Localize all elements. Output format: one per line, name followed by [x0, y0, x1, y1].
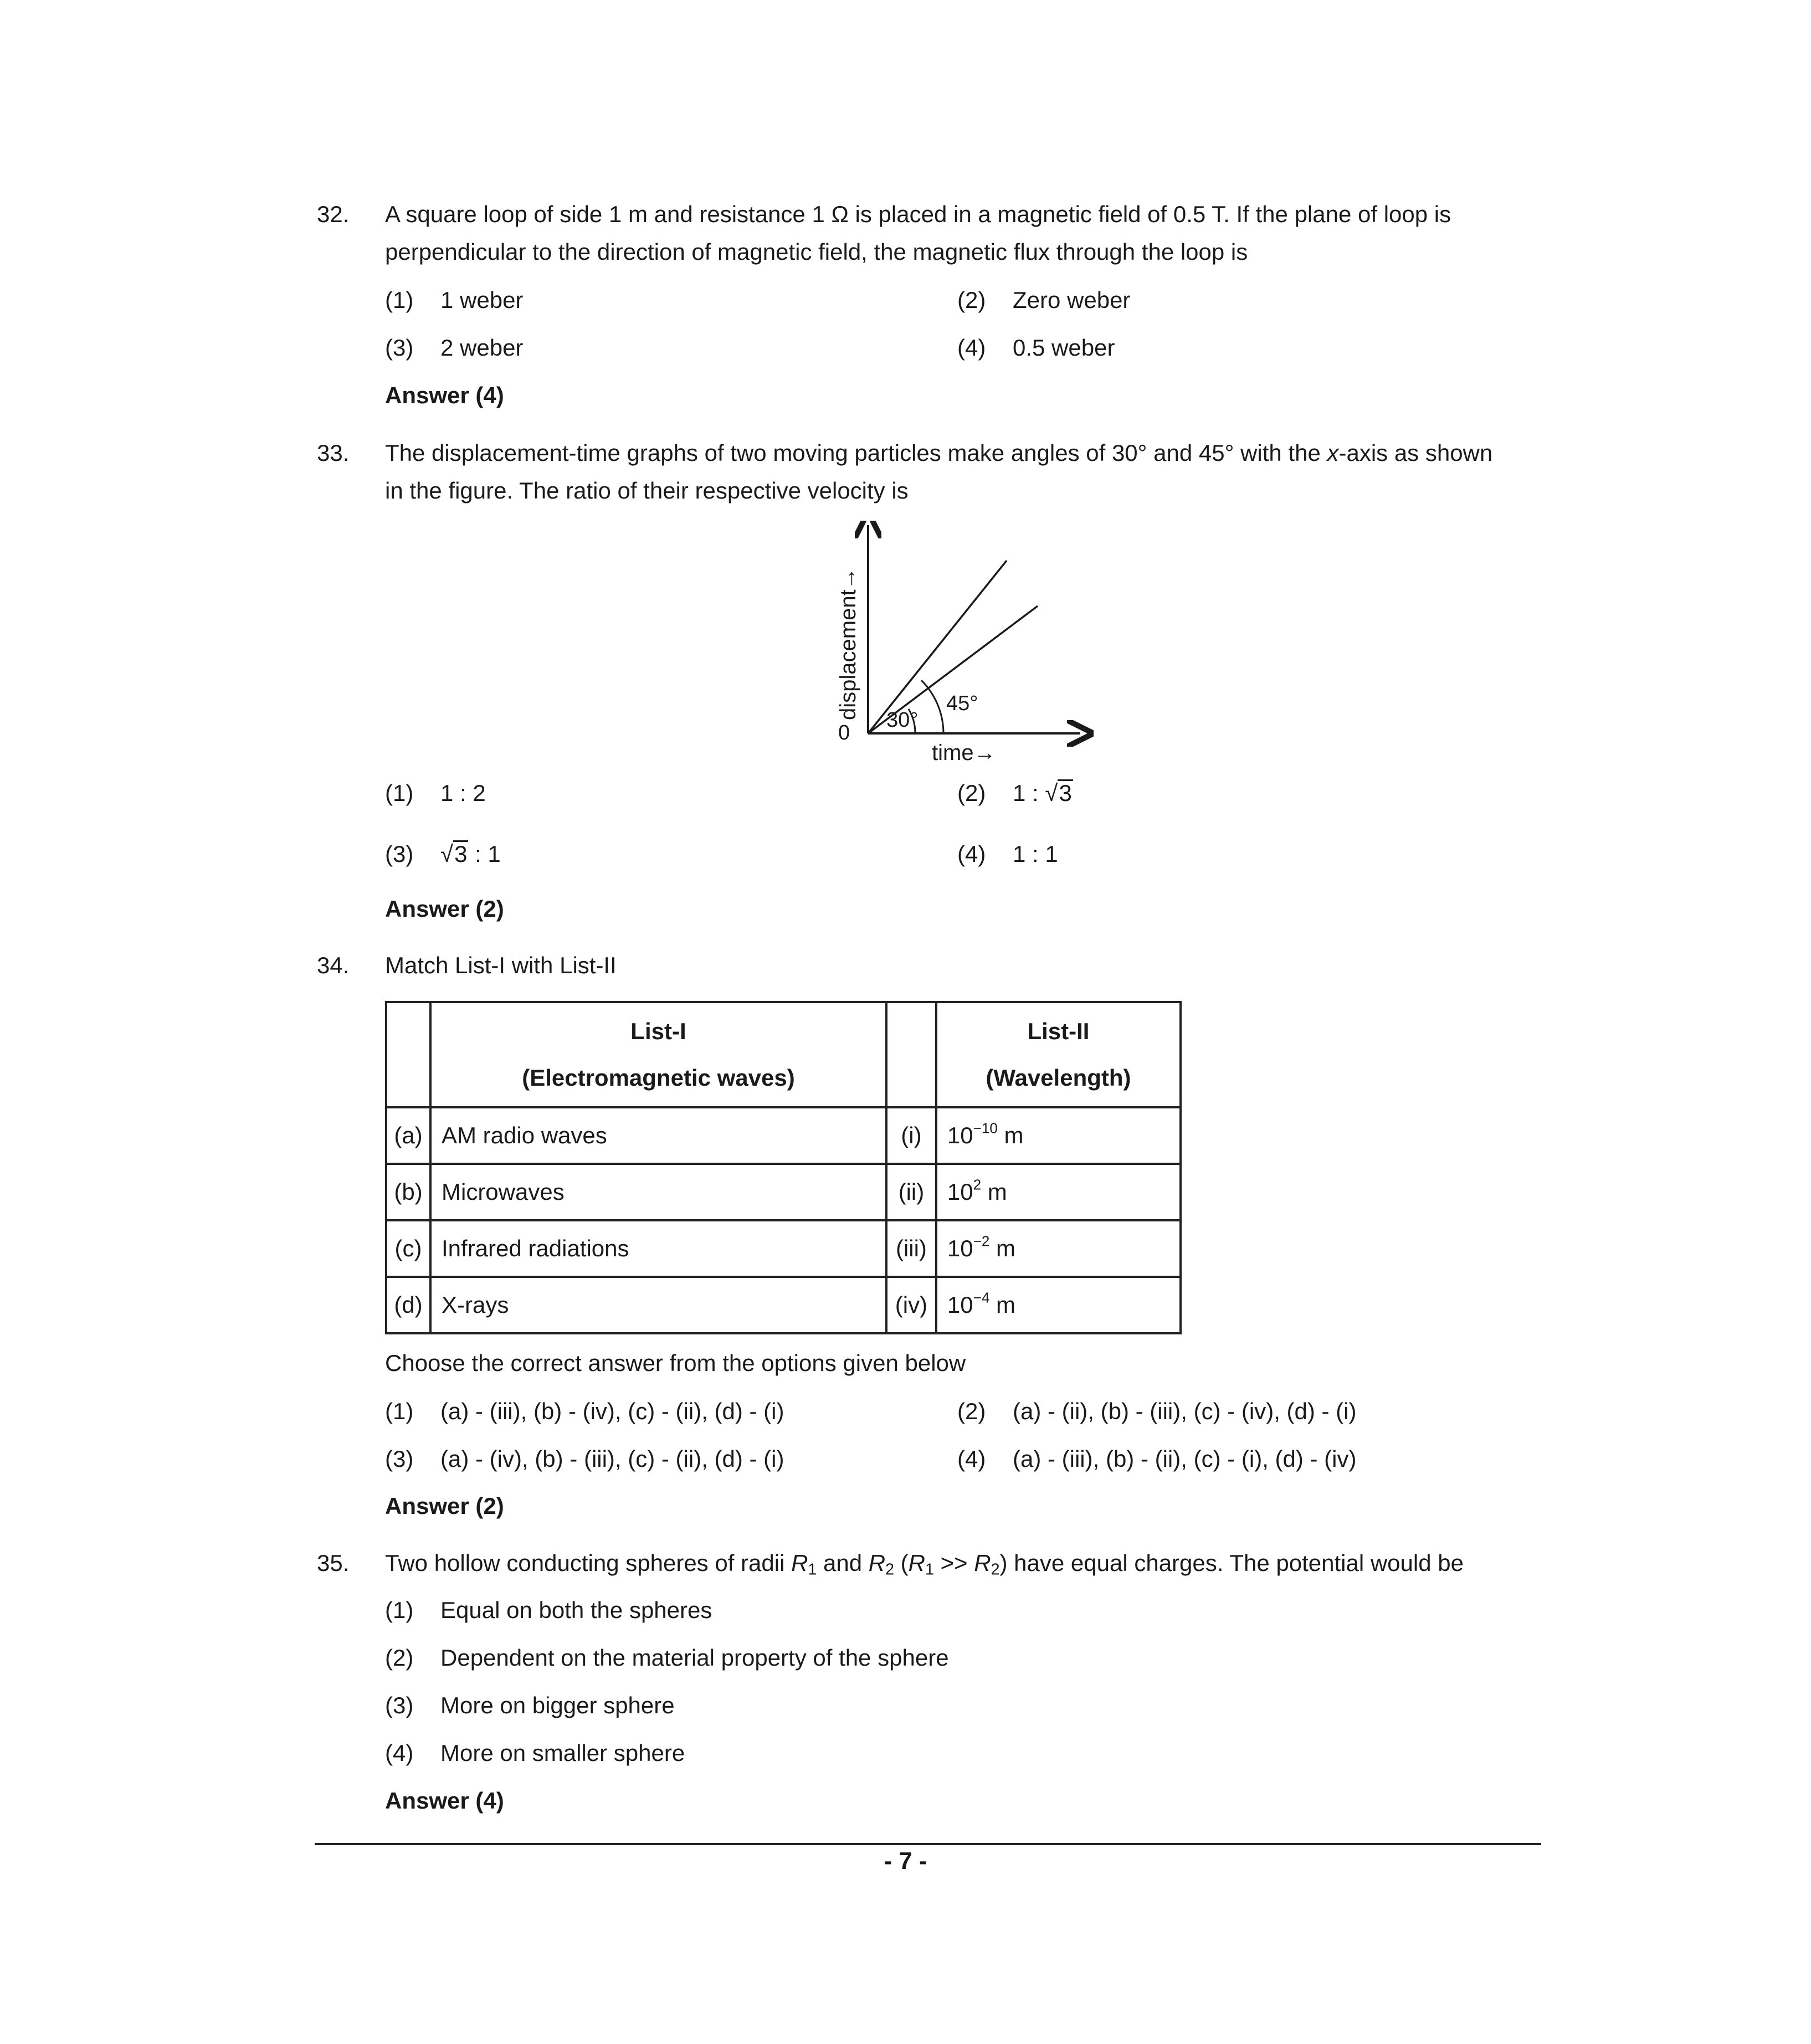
- question-35-option-3: [385, 1692, 675, 1719]
- option-text: Zero weber: [1013, 287, 1131, 313]
- question-35-number: 35.: [317, 1550, 350, 1576]
- steep-line: [868, 561, 1007, 733]
- row-label: (c): [386, 1220, 430, 1277]
- question-34-option-4: [957, 1445, 1356, 1473]
- text-part: (: [894, 1550, 909, 1576]
- list-2-item: [936, 1277, 1181, 1333]
- wavelength-unit: m: [989, 1292, 1015, 1318]
- row-roman: (i): [886, 1107, 936, 1164]
- question-33-number: 33.: [317, 440, 350, 466]
- option-text: (a) - (iv), (b) - (iii), (c) - (ii), (d) - (i): [440, 1446, 784, 1472]
- square-root: [1045, 779, 1073, 807]
- text-part: >>: [933, 1550, 974, 1576]
- displacement-time-graph: [820, 521, 1119, 764]
- option-text-post: : 1: [468, 841, 501, 867]
- question-35-option-4: [385, 1739, 685, 1767]
- option-text: (a) - (iii), (b) - (ii), (c) - (i), (d) - (iv): [1013, 1446, 1357, 1472]
- page-number: - 7 -: [884, 1847, 927, 1874]
- option-number: (2): [385, 1645, 414, 1671]
- row-roman: (ii): [886, 1164, 936, 1220]
- list-2-header: [936, 1002, 1181, 1107]
- angle-arc-45: [921, 680, 943, 733]
- option-text-pre: 1 :: [1013, 780, 1045, 806]
- wavelength-exponent: −4: [973, 1289, 990, 1306]
- wavelength-unit: m: [997, 1122, 1024, 1148]
- question-34-option-2: [957, 1398, 1356, 1425]
- question-33-text-line2: in the figure. The ratio of their respective velocity is: [385, 477, 909, 504]
- question-34-option-3: [385, 1445, 784, 1473]
- question-34-answer: Answer (2): [385, 1493, 504, 1519]
- wavelength-base: 10: [947, 1122, 973, 1148]
- radius-symbol: R: [868, 1550, 886, 1576]
- wavelength-base: 10: [947, 1179, 973, 1205]
- text-part: -axis as shown: [1338, 440, 1493, 466]
- question-32-option-1: [385, 286, 523, 314]
- list-1-header: [430, 1002, 886, 1107]
- question-32-option-2: [957, 286, 1130, 314]
- wavelength-exponent: −10: [973, 1119, 998, 1137]
- question-34-text: Match List-I with List-II: [385, 952, 617, 978]
- x-variable: x: [1327, 440, 1339, 466]
- wavelength-exponent: −2: [973, 1232, 990, 1250]
- radius-subscript: 2: [885, 1560, 894, 1579]
- row-label: (d): [386, 1277, 430, 1333]
- question-33-option-4: [957, 840, 1058, 868]
- question-32-text-line2: perpendicular to the direction of magnetic field, the magnetic flux through the loop is: [385, 239, 1248, 265]
- wavelength-unit: m: [989, 1235, 1015, 1261]
- angle-30-label: 30°: [886, 708, 919, 732]
- radius-symbol: R: [908, 1550, 925, 1576]
- question-33-answer: Answer (2): [385, 896, 504, 922]
- origin-label: 0: [838, 721, 850, 744]
- question-35-text: [385, 1549, 1464, 1577]
- match-table: [385, 1001, 1182, 1334]
- wavelength-base: 10: [947, 1292, 973, 1318]
- list-1-title: List-I: [630, 1018, 686, 1044]
- radicand: 3: [454, 841, 468, 867]
- question-32-answer: Answer (4): [385, 382, 504, 408]
- list-1-subtitle: (Electromagnetic waves): [522, 1065, 795, 1091]
- y-axis-label: displacement→: [836, 567, 860, 720]
- wavelength-exponent: 2: [973, 1176, 982, 1193]
- option-number: (4): [957, 1446, 986, 1472]
- question-33-option-2: [957, 779, 1073, 807]
- option-text: More on smaller sphere: [440, 1740, 685, 1766]
- text-part: Two hollow conducting spheres of radii: [385, 1550, 792, 1576]
- option-number: (1): [385, 780, 414, 806]
- list-2-subtitle: (Wavelength): [986, 1065, 1131, 1091]
- question-32-number: 32.: [317, 201, 350, 227]
- radical-sign: √: [440, 841, 454, 867]
- option-text: Dependent on the material property of the sphere: [440, 1645, 949, 1671]
- text-part: and: [817, 1550, 869, 1576]
- question-33-option-3: [385, 840, 501, 868]
- table-header-row: [386, 1002, 1181, 1107]
- option-text: Equal on both the spheres: [440, 1597, 712, 1623]
- list-2-item: [936, 1220, 1181, 1277]
- question-32-text-line1: A square loop of side 1 m and resistance 1 Ω is placed in a magnetic field of 0.5 T. If the plane of loop is: [385, 201, 1451, 227]
- option-text: 0.5 weber: [1013, 335, 1115, 361]
- list-1-item: Infrared radiations: [430, 1220, 886, 1277]
- row-roman: (iv): [886, 1277, 936, 1333]
- radius-symbol: R: [791, 1550, 808, 1576]
- x-axis-label: time→: [932, 741, 996, 764]
- row-label: (b): [386, 1164, 430, 1220]
- radius-symbol: R: [974, 1550, 991, 1576]
- angle-45-label: 45°: [946, 692, 978, 715]
- option-number: (3): [385, 1692, 414, 1718]
- question-32-option-4: [957, 334, 1115, 362]
- radicand: 3: [1059, 780, 1072, 806]
- table-row: [386, 1164, 1181, 1220]
- wavelength-unit: m: [981, 1179, 1007, 1205]
- radius-subscript: 1: [925, 1560, 934, 1579]
- option-text: More on bigger sphere: [440, 1692, 675, 1718]
- list-1-item: AM radio waves: [430, 1107, 886, 1164]
- list-2-item: [936, 1164, 1181, 1220]
- option-number: (1): [385, 1597, 414, 1623]
- option-number: (2): [957, 780, 986, 806]
- option-number: (2): [957, 287, 986, 313]
- option-text: 1 : 2: [440, 780, 486, 806]
- option-text: 2 weber: [440, 335, 524, 361]
- square-root: [440, 840, 468, 868]
- list-2-item: [936, 1107, 1181, 1164]
- option-number: (1): [385, 287, 414, 313]
- question-35-answer: Answer (4): [385, 1788, 504, 1814]
- option-number: (2): [957, 1398, 986, 1424]
- question-33-option-1: [385, 779, 486, 807]
- row-label: (a): [386, 1107, 430, 1164]
- radius-subscript: 1: [808, 1560, 817, 1579]
- footer-divider: [315, 1843, 1541, 1845]
- option-text: (a) - (iii), (b) - (iv), (c) - (ii), (d) - (i): [440, 1398, 784, 1424]
- option-number: (3): [385, 841, 414, 867]
- wavelength-base: 10: [947, 1235, 973, 1261]
- list-2-title: List-II: [1027, 1018, 1090, 1044]
- question-34-option-1: [385, 1398, 784, 1425]
- option-text: (a) - (ii), (b) - (iii), (c) - (iv), (d) - (i): [1013, 1398, 1357, 1424]
- text-part: ) have equal charges. The potential would be: [999, 1550, 1464, 1576]
- table-cell: [886, 1002, 936, 1107]
- option-number: (4): [957, 841, 986, 867]
- option-number: (4): [385, 1740, 414, 1766]
- question-34-number: 34.: [317, 952, 350, 978]
- table-cell: [386, 1002, 430, 1107]
- option-text: 1 weber: [440, 287, 524, 313]
- question-35-option-2: [385, 1644, 949, 1672]
- option-number: (3): [385, 335, 414, 361]
- text-part: The displacement-time graphs of two moving particles make angles of 30° and 45° with the: [385, 440, 1327, 466]
- option-number: (1): [385, 1398, 414, 1424]
- table-row: [386, 1220, 1181, 1277]
- question-33-text-line1: [385, 439, 1492, 467]
- option-number: (3): [385, 1446, 414, 1472]
- option-text: 1 : 1: [1013, 841, 1058, 867]
- option-number: (4): [957, 335, 986, 361]
- table-row: [386, 1107, 1181, 1164]
- question-34-instruction: Choose the correct answer from the options given below: [385, 1350, 966, 1376]
- radical-sign: √: [1045, 780, 1058, 806]
- list-1-item: Microwaves: [430, 1164, 886, 1220]
- question-32-option-3: [385, 334, 523, 362]
- list-1-item: X-rays: [430, 1277, 886, 1333]
- question-35-option-1: [385, 1596, 712, 1624]
- radius-subscript: 2: [991, 1560, 1000, 1579]
- row-roman: (iii): [886, 1220, 936, 1277]
- table-row: [386, 1277, 1181, 1333]
